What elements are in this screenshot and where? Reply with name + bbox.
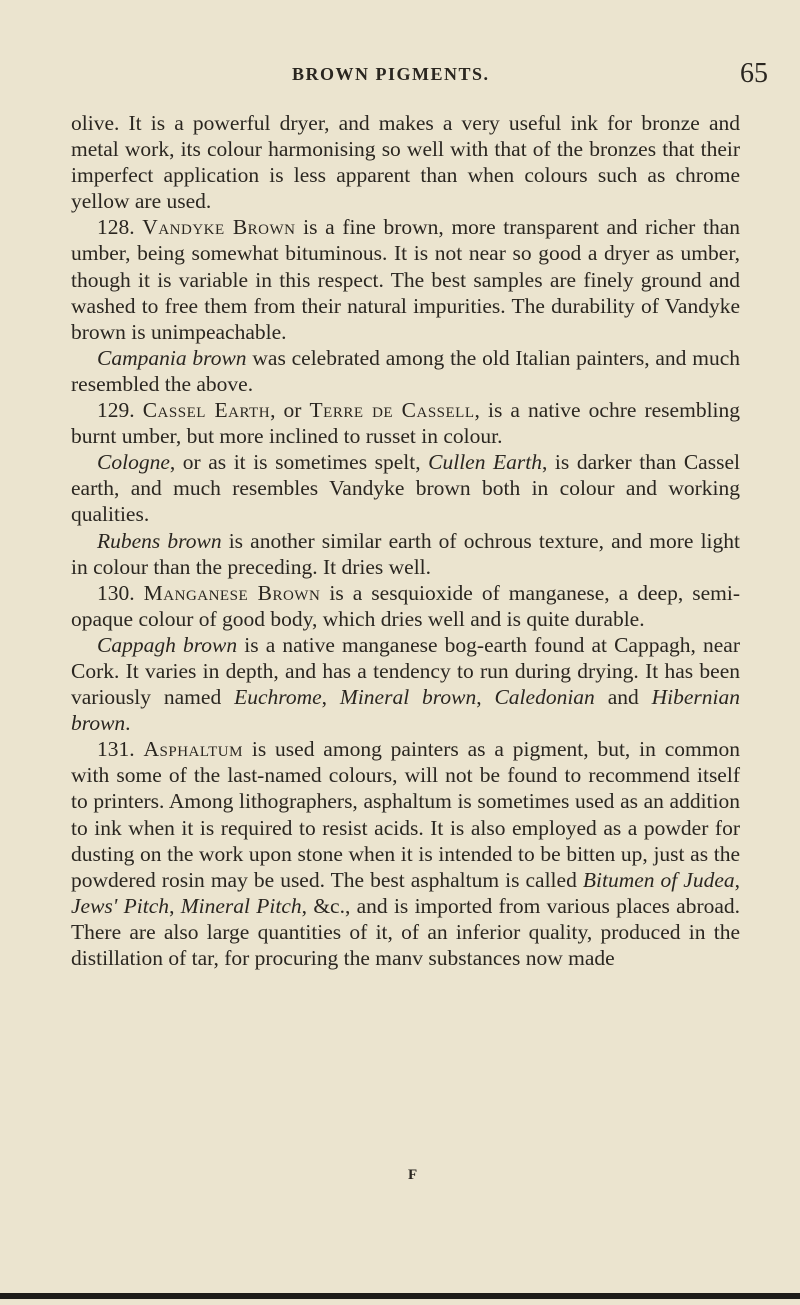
text-run: 128.: [97, 215, 143, 240]
text-run: , or as it is sometimes spelt,: [169, 450, 429, 475]
text-run: is a sesquioxide of manganese, a deep, semi-opaque colour of good body, which dries well and is quite durable.: [71, 580, 741, 631]
italic-term: Hibernian brown: [71, 685, 740, 736]
italic-term: Mineral brown: [339, 685, 477, 710]
paragraph: [71, 214, 740, 344]
text-run: is used among painters as a pigment, but, in common with some of the last-named colours, will not be found to recommend itself to printers. Among lithographers, asphaltum is sometimes used as an addition to ink when it is required to resist acids. It is also employed as a powder for dusting on the work upon stone when it is intended to be bitten up, just as the powdered rosin may be used. The best asphaltum is called: [71, 737, 740, 892]
section-heading-term: Cassel Earth: [142, 398, 271, 423]
paragraph: [71, 736, 740, 971]
text-run: 130.: [97, 580, 144, 605]
text-run: , is darker than Cassel earth, and much resembles Vandyke brown both in colour and working qualities.: [71, 450, 740, 527]
section-heading-term: Manganese Brown: [143, 580, 321, 605]
italic-term: Mineral Pitch: [180, 893, 302, 918]
text-run: ,: [476, 685, 495, 710]
italic-term: Bitumen of Judea: [582, 867, 735, 892]
paragraph: [71, 632, 740, 736]
text-run: .: [125, 711, 131, 736]
section-heading-term: Terre de Cassell: [309, 398, 475, 423]
italic-term: Cullen Earth: [428, 450, 542, 475]
italic-term: Jews' Pitch: [71, 893, 170, 918]
signature-mark: F: [408, 1167, 418, 1183]
text-run: olive. It is a powerful dryer, and makes a very useful ink for bronze and metal work, its colour harmonising so well with that of the bronzes that their imperfect application is less apparent than when colours such as chrome yellow are used.: [71, 111, 740, 214]
text-run: ,: [734, 867, 740, 892]
bottom-edge-rule: [0, 1293, 800, 1299]
paragraph: [71, 397, 740, 449]
section-heading-term: Vandyke Brown: [142, 215, 296, 240]
paragraph: [71, 110, 740, 214]
italic-term: Cologne: [97, 450, 170, 475]
text-run: is a fine brown, more transparent and richer than umber, being somewhat bituminous. It is not near so good a dryer as umber, though it is variable in this respect. The best samples are finely ground and washed to free them from their natural impurities. The durability of Vandyke brown is unimpeachable.: [71, 215, 740, 344]
body-text: [71, 110, 740, 971]
text-run: , &c., and is imported from various places abroad. There are also large quantities of it, of an inferior quality, produced in the distillation of tar, for procuring the manv substances now made: [71, 893, 741, 970]
paragraph: [71, 345, 740, 397]
page-number: 65: [740, 58, 768, 89]
text-run: is a native manganese bog-earth found at Cappagh, near Cork. It varies in depth, and has a tendency to run during drying. It has been variously named: [71, 632, 740, 710]
text-run: 131.: [97, 737, 144, 762]
page-header: [0, 58, 800, 98]
text-run: was celebrated among the old Italian painters, and much resembled the above.: [71, 345, 741, 396]
section-heading-term: Asphaltum: [143, 737, 243, 762]
paragraph: [71, 449, 740, 527]
italic-term: Caledonian: [494, 685, 595, 710]
paragraph: [71, 580, 740, 632]
text-run: ,: [169, 893, 181, 918]
paragraph: [71, 528, 740, 580]
text-run: is another similar earth of ochrous texture, and more light in colour than the preceding. It dries well.: [71, 528, 740, 579]
running-head: BROWN PIGMENTS.: [292, 64, 490, 84]
italic-term: Euchrome: [234, 685, 322, 710]
text-run: 129.: [97, 398, 143, 423]
italic-term: Campania brown: [97, 345, 247, 370]
text-run: and: [594, 685, 652, 710]
text-run: ,: [321, 685, 340, 710]
italic-term: Rubens brown: [97, 528, 222, 553]
text-run: , or: [270, 398, 310, 423]
text-run: , is a native ochre resembling burnt umber, but more inclined to russet in colour.: [71, 398, 741, 449]
italic-term: Cappagh brown: [97, 632, 238, 657]
